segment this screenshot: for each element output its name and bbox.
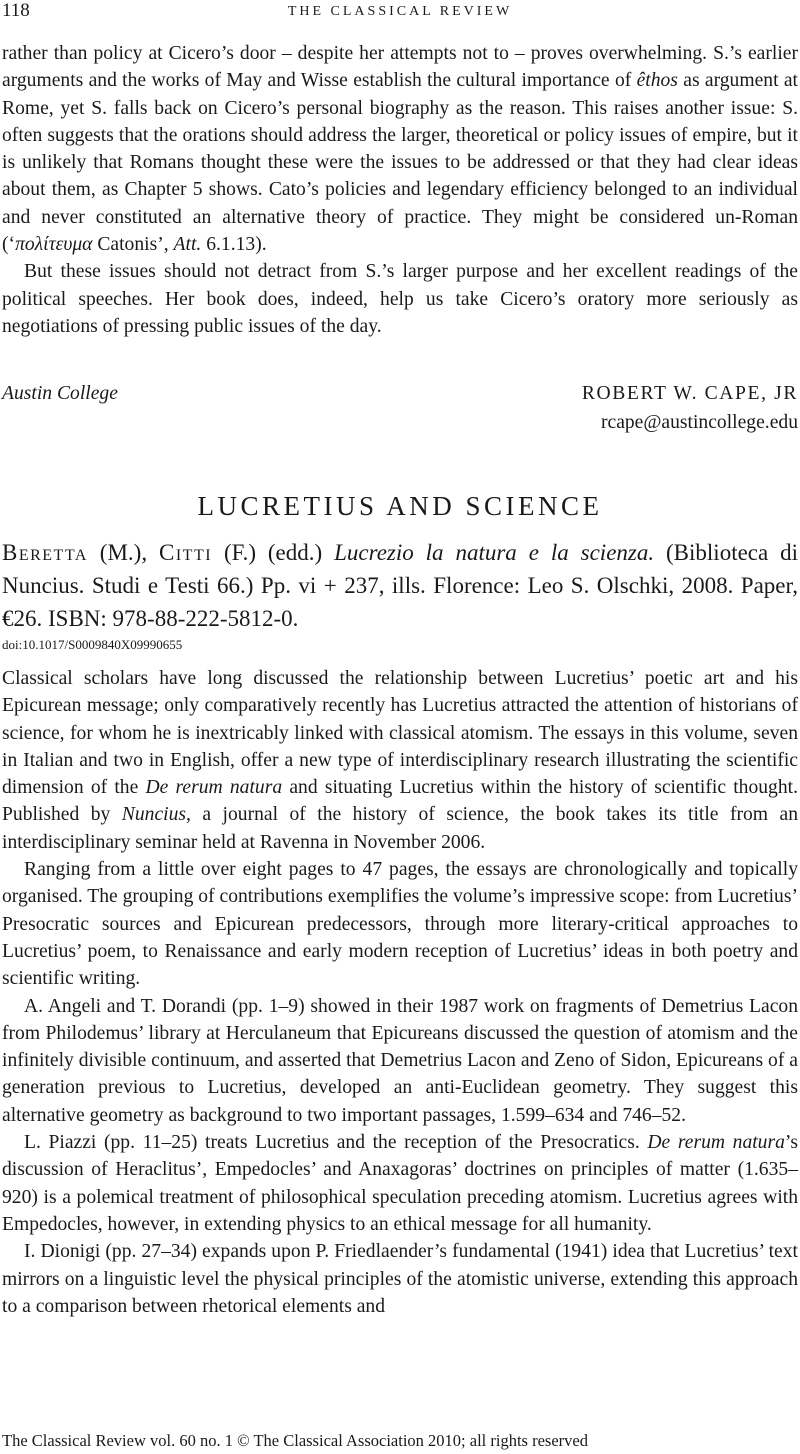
- work-title: De rerum natura: [647, 1132, 785, 1154]
- citation-abbrev: Att.: [173, 234, 202, 256]
- paragraph: Ranging from a little over eight pages to 47 pages, the essays are chronologically and topically organised. The grouping of contributions exemplifies the volume’s impressive scope: from Lucretius’ Presocratic sources and Epicurean predecessors, through more literary-critical approaches to Lucretius’ poem, to Renaissance and early modern reception of Lucretius’ ideas in both poetry and scientific writing.: [2, 859, 798, 990]
- reviewer-name: ROBERT W. CAPE, JR: [581, 383, 798, 404]
- copyright-footer: The Classical Review vol. 60 no. 1 © The Classical Association 2010; all rights reserved: [2, 1431, 588, 1450]
- reviewer-affiliation: Austin College: [2, 383, 118, 404]
- paragraph: I. Dionigi (pp. 27–34) expands upon P. Friedlaender’s fundamental (1941) idea that Lucretius’ text mirrors on a linguistic level the physical principles of the atomistic universe, extending this approach to a comparison between rhetorical elements and: [2, 1241, 798, 1317]
- reviewer-email[interactable]: rcape@austincollege.edu: [600, 412, 798, 433]
- paragraph: rather than policy at Cicero’s door – despite her attempts not to – proves overwhelming. S.’s earlier arguments and the works of May and Wisse establish the cultural importance of êthos as argument at Rome, yet S. falls back on Cicero’s personal biography as the reason. This raises another issue: S. often suggests that the orations should address the larger, theoretical or policy issues of empire, but it is unlikely that Romans thought these were the issues to be addressed or that they had clear ideas about them, as Chapter 5 shows. Cato’s policies and legendary efficiency belonged to an individual and never constituted an alternative theory of practice. They might be considered un-Roman (‘πολίτευμα Catonis’, Att. 6.1.13).: [2, 43, 798, 256]
- greek-term: πολίτευμα: [15, 234, 93, 256]
- paragraph: But these issues should not detract from S.’s larger purpose and her excellent readings of the political speeches. Her book does, indeed, help us take Cicero’s oratory more seriously as negotiations of pressing public issues of the day.: [2, 261, 798, 337]
- book-citation: Beretta (M.), Citti (F.) (edd.) Lucrezio la natura e la scienza. (Biblioteca di Nuncius. Studi e Testi 66.) Pp. vi + 237, ills. Florence: Leo S. Olschki, 2008. Paper, €26. ISBN: 978-88-222-5812-0.: [2, 540, 799, 631]
- paragraph: A. Angeli and T. Dorandi (pp. 1–9) showed in their 1987 work on fragments of Demetrius Lacon from Philodemus’ library at Herculaneum that Epicureans discussed the question of atomism and the infinitely divisible continuum, and asserted that Demetrius Lacon and Zeno of Sidon, Epicureans of a generation previous to Lucretius, developed an anti-Euclidean geometry. They suggest this alternative geometry as background to two important passages, 1.599–634 and 746–52.: [2, 995, 798, 1126]
- editor-name: Beretta: [2, 540, 88, 565]
- section-title: LUCRETIUS AND SCIENCE: [197, 491, 603, 521]
- running-head: [0, 0, 800, 24]
- doi[interactable]: doi:10.1017/S0009840X09990655: [2, 637, 183, 652]
- book-title: Lucrezio la natura e la scienza.: [334, 540, 655, 565]
- editor-name: Citti: [159, 540, 213, 565]
- journal-name: Nuncius: [121, 804, 187, 826]
- italic-term: êthos: [636, 70, 678, 92]
- paragraph: L. Piazzi (pp. 11–25) treats Lucretius and the reception of the Presocratics. De rerum natura’s discussion of Heraclitus’, Empedocles’ and Anaxagoras’ doctrines on principles of matter (1.635–920) is a polemical treatment of philosophical speculation preceding atomism. Lucretius agrees with Empedocles, however, in extending physics to an ethical message for all humanity.: [2, 1132, 798, 1235]
- previous-review-ending: [2, 40, 798, 340]
- journal-running-title: THE CLASSICAL REVIEW: [287, 4, 513, 19]
- page-number: 118: [2, 0, 30, 21]
- review-body: [2, 665, 798, 1320]
- publication-details: (Biblioteca di Nuncius. Studi e Testi 66.) Pp. vi + 237, ills. Florence: Leo S. Olschki, 2008. Paper, €26. ISBN: 978-88-222-5812-0.: [2, 540, 799, 631]
- reviewer-signature: [2, 380, 798, 436]
- paragraph: Classical scholars have long discussed the relationship between Lucretius’ poetic art and his Epicurean message; only comparatively recently has Lucretius attracted the attention of historians of science, for whom he is inextricably linked with classical atomism. The essays in this volume, seven in Italian and two in English, offer a new type of interdisciplinary research illustrating the scientific dimension of the De rerum natura and situating Lucretius within the history of scientific thought. Published by Nuncius, a journal of the history of science, the book takes its title from an interdisciplinary seminar held at Ravenna in November 2006.: [2, 668, 798, 853]
- work-title: De rerum natura: [145, 777, 283, 799]
